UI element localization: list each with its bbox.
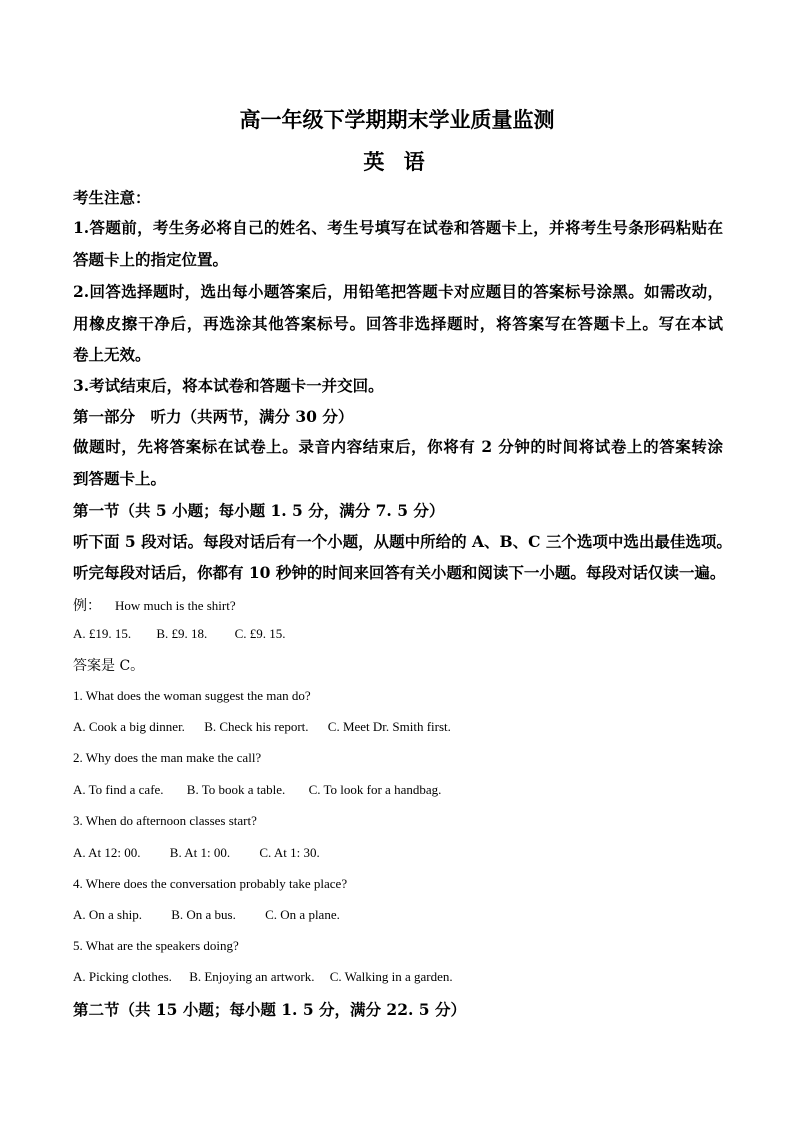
question-5-option-b: B. Enjoying an artwork. (189, 969, 315, 984)
example-option-c: C. £9. 15. (234, 626, 286, 641)
question-2-option-c: C. To look for a handbag. (308, 782, 442, 797)
question-2-option-b: B. To book a table. (186, 782, 286, 797)
question-4-option-c: C. On a plane. (265, 907, 340, 922)
question-5: 5. What are the speakers doing? (73, 938, 239, 953)
example-label: 例： (73, 598, 101, 614)
notice-heading: 考生注意： (73, 188, 151, 207)
question-4-option-a: A. On a ship. (73, 907, 142, 922)
section2-heading: 第二节（共 15 小题；每小题 1. 5 分，满分 22. 5 分） (73, 1000, 466, 1019)
question-2-options (73, 782, 441, 798)
question-1-option-a: A. Cook a big dinner. (73, 719, 185, 734)
question-5-option-a: A. Picking clothes. (73, 969, 172, 984)
question-1-options (73, 719, 451, 735)
exam-title: 高一年级下学期期末学业质量监测 (239, 107, 555, 132)
question-3-option-c: C. At 1: 30. (259, 845, 320, 860)
question-3: 3. When do afternoon classes start? (73, 813, 257, 828)
question-1-option-c: C. Meet Dr. Smith first. (327, 719, 451, 734)
example-option-a: A. £19. 15. (73, 626, 132, 641)
part1-instruction-1: 做题时，先将答案标在试卷上。录音内容结束后，你将有 2 分钟的时间将试卷上的答案转涂 (73, 437, 723, 456)
example-options (73, 626, 285, 642)
example-question-line (73, 595, 236, 615)
question-5-options (73, 969, 453, 985)
question-5-option-c: C. Walking in a garden. (329, 969, 453, 984)
question-2-option-a: A. To find a cafe. (73, 782, 164, 797)
question-4-option-b: B. On a bus. (171, 907, 236, 922)
notice-line-1: 1.答题前，考生务必将自己的姓名、考生号填写在试卷和答题卡上，并将考生号条形码粘贴在 (73, 218, 723, 237)
question-3-option-b: B. At 1: 00. (169, 845, 231, 860)
notice-line-6: 3.考试结束后，将本试卷和答题卡一并交回。 (73, 376, 384, 395)
question-3-option-a: A. At 12: 00. (73, 845, 141, 860)
question-4-options (73, 907, 340, 923)
example-option-b: B. £9. 18. (156, 626, 208, 641)
notice-line-5: 卷上无效。 (73, 345, 151, 364)
section1-heading: 第一节（共 5 小题；每小题 1. 5 分，满分 7. 5 分） (73, 501, 445, 520)
example-answer: 答案是 C。 (73, 658, 145, 674)
notice-line-3: 2.回答选择题时，选出每小题答案后，用铅笔把答题卡对应题目的答案标号涂黑。如需改动， (73, 282, 723, 301)
question-2: 2. Why does the man make the call? (73, 750, 262, 765)
part1-instruction-2: 到答题卡上。 (73, 469, 167, 488)
subject-title: 英 语 (363, 149, 431, 174)
question-1: 1. What does the woman suggest the man do? (73, 688, 311, 703)
example-question: How much is the shirt? (115, 598, 236, 613)
section1-instruction-1: 听下面 5 段对话。每段对话后有一个小题，从题中所给的 A、B、C 三个选项中选出最佳选项。 (73, 532, 732, 551)
question-1-option-b: B. Check his report. (204, 719, 309, 734)
question-4: 4. Where does the conversation probably take place? (73, 876, 348, 891)
notice-line-2: 答题卡上的指定位置。 (73, 250, 229, 269)
section1-instruction-2: 听完每段对话后，你都有 10 秒钟的时间来回答有关小题和阅读下一小题。每段对话仅读一遍。 (73, 563, 726, 582)
question-3-options (73, 845, 320, 861)
notice-line-4: 用橡皮擦干净后，再选涂其他答案标号。回答非选择题时，将答案写在答题卡上。写在本试 (73, 314, 723, 333)
part1-heading: 第一部分 听力（共两节，满分 30 分） (73, 407, 354, 426)
